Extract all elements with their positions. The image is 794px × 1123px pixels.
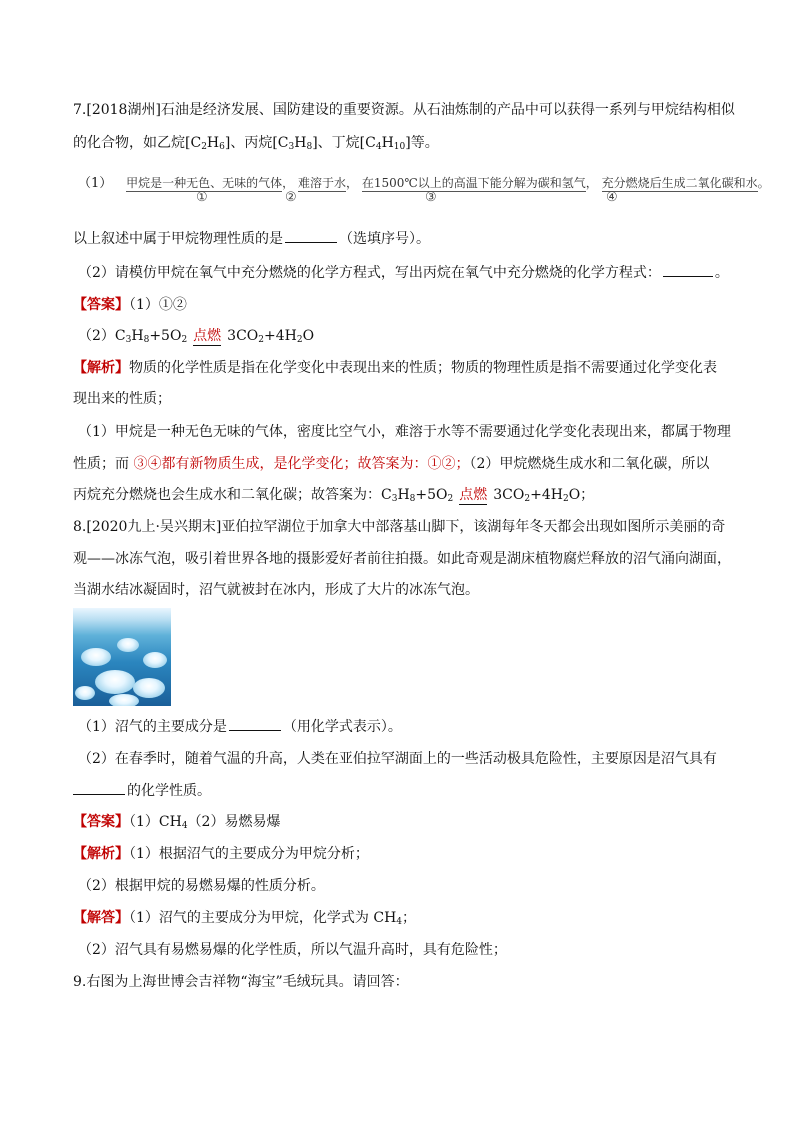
desc-segment-2: 难溶于水 <box>297 176 346 190</box>
circled-number-3: ③ <box>425 190 437 205</box>
circled-number-2: ② <box>285 190 297 205</box>
answer-blank <box>663 264 713 277</box>
answer-blank <box>73 782 125 795</box>
answer-blank <box>229 718 281 731</box>
q8-solution-line2: （2）沼气具有易燃易爆的化学性质，所以气温升高时，具有危险性； <box>78 942 507 958</box>
circled-number-1: ① <box>196 190 208 205</box>
q7-description-row: （1） 甲烷是一种无色、无味的气体， 难溶于水， 在1500℃以上的高温下能分解为碳和氢气， 充分燃烧后生成二氧化碳和水。 <box>78 176 770 191</box>
q9-stem-line1: 9.右图为上海世博会吉祥物“海宝”毛绒玩具。请回答： <box>73 974 409 990</box>
part-label: （1） <box>78 176 113 191</box>
q7-analysis-line2: 现出来的性质； <box>73 391 171 407</box>
analysis-tag: 【解析】 <box>73 360 129 376</box>
q7-analysis-line5: 丙烷充分燃烧也会生成水和二氧化碳；故答案为：$C_3H_8+5O_2$ 点燃 $3CO_2+4H_2O$； <box>73 487 595 504</box>
q7-answer2: $(2)C_3H_8+5O_2$ 点燃 $3CO_2+4H_2O$ <box>78 328 315 345</box>
reaction-condition: 点燃 <box>459 487 488 503</box>
analysis-tag: 【解析】 <box>73 846 129 862</box>
answer-blank <box>285 230 337 243</box>
desc-segment-4: 充分燃烧后生成二氧化碳和水 <box>601 176 758 190</box>
q7-question1: 以上叙述中属于甲烷物理性质的是 （选填序号）。 <box>73 231 430 247</box>
q8-stem-line3: 当湖水结冰凝固时，沼气就被封在冰内，形成了大片的冰冻气泡。 <box>73 582 479 598</box>
desc-segment-1: 甲烷是一种无色、无味的气体 <box>126 176 283 190</box>
q7-answer: 【答案】（1）①② <box>73 297 187 313</box>
answer-tag: 【答案】 <box>73 297 129 313</box>
q8-question1: （1）沼气的主要成分是 （用化学式表示）。 <box>78 719 402 735</box>
q7-question2: （2）请模仿甲烷在氧气中充分燃烧的化学方程式，写出丙烷在氧气中充分燃烧的化学方程式： 。 <box>78 265 729 281</box>
answer-tag: 【答案】 <box>73 814 129 830</box>
q8-analysis-line1: 【解析】（1）根据沼气的主要成分为甲烷分析； <box>73 846 369 862</box>
desc-segment-3: 在1500℃以上的高温下能分解为碳和氢气 <box>361 176 586 190</box>
q7-analysis-line1: 【解析】物质的化学性质是指在化学变化中表现出来的性质；物质的物理性质是指不需要通过化学变化表 <box>73 360 717 376</box>
q7-stem-line2: 的化合物，如乙烷$[C_2H_6]$、丙烷$[C_3H_8]$、丁烷$[C_4H_{10}]$等。 <box>73 135 439 152</box>
solution-tag: 【解答】 <box>73 910 129 926</box>
q8-stem-line2: 观——冰冻气泡，吸引着世界各地的摄影爱好者前往拍摄。如此奇观是湖床植物腐烂释放的沼气涌向湖面， <box>73 551 731 567</box>
q7-stem-line1: 7.[2018湖州]石油是经济发展、国防建设的重要资源。从石油炼制的产品中可以获得一系列与甲烷结构相似 <box>73 102 735 118</box>
q8-solution-line1: 【解答】（1）沼气的主要成分为甲烷，化学式为 $CH_4$； <box>73 910 417 927</box>
reaction-condition: 点燃 <box>193 328 222 344</box>
q8-question2-line1: （2）在春季时，随着气温的升高，人类在亚伯拉罕湖面上的一些活动极具危险性，主要原因是沼气具有 <box>78 751 717 767</box>
circled-number-4: ④ <box>606 190 618 205</box>
q7-analysis-line3: （1）甲烷是一种无色无味的气体，密度比空气小，难溶于水等不需要通过化学变化表现出来，都属于物理 <box>78 424 731 440</box>
ice-bubbles-photo <box>73 608 171 706</box>
q8-question2-line2: 的化学性质。 <box>73 782 211 800</box>
q8-analysis-line2: （2）根据甲烷的易燃易爆的性质分析。 <box>78 878 325 894</box>
q8-answer: 【答案】$(1)CH_4(2)$易燃易爆 <box>73 814 281 831</box>
q8-stem-line1: 8.[2020九上·吴兴期末]亚伯拉罕湖位于加拿大中部落基山脚下，该湖每年冬天都会出现如图所示美丽的奇 <box>73 519 726 535</box>
q7-analysis-line4: 性质；而 ③④都有新物质生成，是化学变化；故答案为：①②；（2）甲烷燃烧生成水和二氧化碳，所以 <box>73 456 710 472</box>
